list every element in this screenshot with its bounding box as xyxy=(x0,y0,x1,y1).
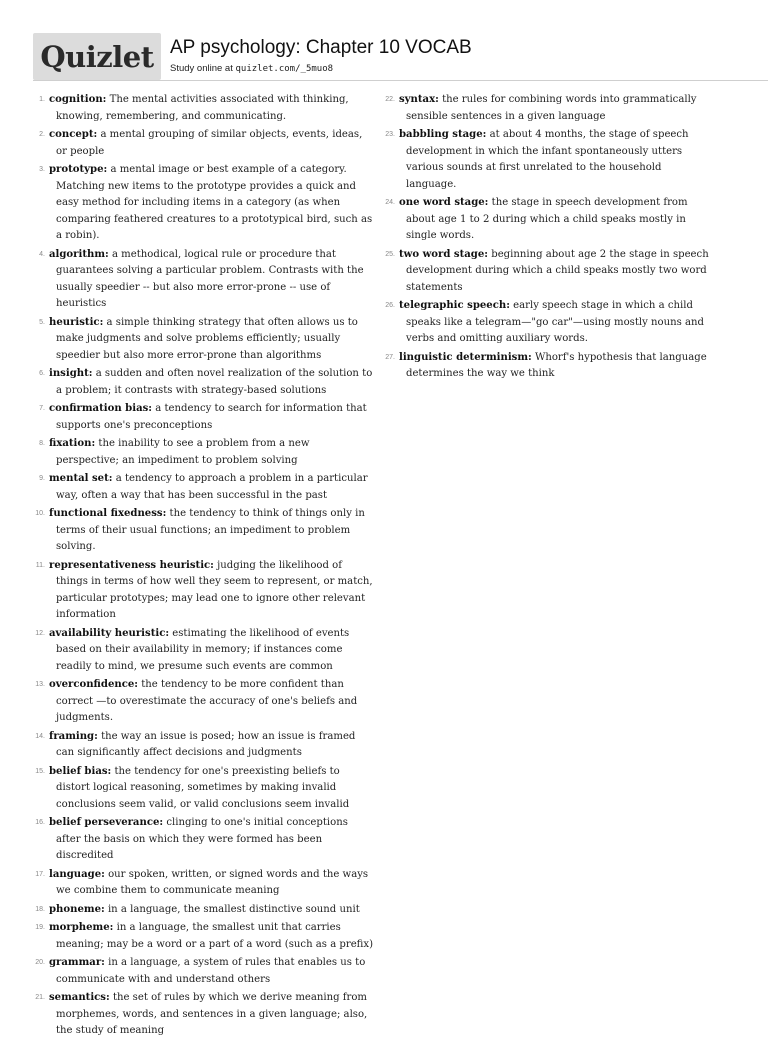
term-definition: at about 4 months, the stage of speech development in which the infant spontaneously utters various sounds at first unrelated to the household language. xyxy=(406,129,689,190)
term-definition: Whorf's hypothesis that language determines the way we think xyxy=(406,351,707,379)
term-word: heuristic: xyxy=(49,316,104,328)
term-number: 5. xyxy=(39,318,45,326)
term-definition: the set of rules by which we derive meaning from morphemes, words, and sentences in a given language; also, the study of meaning xyxy=(56,992,368,1036)
term-body xyxy=(49,401,375,434)
term-word: grammar: xyxy=(49,957,105,968)
term-word: semantics: xyxy=(49,992,110,1003)
term-word: morpheme: xyxy=(49,922,114,933)
term-body xyxy=(49,506,375,556)
term-definition: a mental grouping of similar objects, events, ideas, or people xyxy=(56,129,363,157)
term-number: 19. xyxy=(35,924,45,931)
term-body xyxy=(49,990,375,1040)
term-number: 26. xyxy=(385,302,395,309)
term-definition: The mental activities associated with thinking, knowing, remembering, and communicating. xyxy=(56,94,349,122)
term-number: 6. xyxy=(39,370,45,377)
term-body xyxy=(49,955,375,988)
term-body xyxy=(49,162,375,245)
vocab-term-item xyxy=(380,298,715,348)
left-column xyxy=(30,92,375,1042)
term-number: 16. xyxy=(35,819,45,826)
term-definition: a tendency to approach a problem in a particular way, often a way that has been successful in the past xyxy=(56,473,368,501)
vocab-term-item xyxy=(380,247,715,297)
term-number: 3. xyxy=(39,166,45,173)
term-number: 25. xyxy=(385,250,395,258)
term-definition: a simple thinking strategy that often allows us to make judgments and solve problems efficiently; usually speedier but also more error-prone than algorithms xyxy=(56,316,358,361)
term-number: 24. xyxy=(385,199,395,206)
term-definition: a methodical, logical rule or procedure that guarantees solving a particular problem. Contrasts with the usually speedier -- but also more error-prone -- use of heuristics xyxy=(56,248,364,309)
term-word: language: xyxy=(49,868,105,880)
vocab-term-item xyxy=(30,315,375,365)
term-definition: our spoken, written, or signed words and the ways we combine them to communicate meaning xyxy=(56,868,369,896)
vocab-term-item xyxy=(30,626,375,676)
term-word: belief bias: xyxy=(49,765,112,777)
term-word: prototype: xyxy=(49,164,108,175)
term-body xyxy=(49,366,375,399)
term-word: two word stage: xyxy=(399,248,489,260)
term-body xyxy=(49,92,375,125)
term-definition: the way an issue is posed; how an issue is framed can significantly affect decisions and judgments xyxy=(56,730,356,758)
term-body xyxy=(49,247,375,313)
term-number: 17. xyxy=(35,870,45,878)
term-number: 20. xyxy=(35,959,45,966)
vocab-term-item xyxy=(30,247,375,313)
term-body xyxy=(49,677,375,727)
term-word: phoneme: xyxy=(49,903,105,915)
term-word: babbling stage: xyxy=(399,129,487,140)
vocab-term-item xyxy=(30,401,375,434)
term-number: 21. xyxy=(35,994,45,1001)
term-number: 8. xyxy=(39,440,45,447)
vocab-term-item xyxy=(30,558,375,624)
term-body xyxy=(49,626,375,676)
term-definition: the inability to see a problem from a new perspective; an impediment to problem solving xyxy=(56,438,310,466)
term-definition: a sudden and often novel realization of the solution to a problem; it contrasts with strategy-based solutions xyxy=(56,368,373,396)
term-definition: in a language, the smallest distinctive sound unit xyxy=(107,903,360,915)
vocab-term-item xyxy=(30,162,375,245)
term-word: telegraphic speech: xyxy=(399,300,510,311)
term-number: 23. xyxy=(385,131,395,138)
vocab-term-item xyxy=(30,92,375,125)
study-online-line xyxy=(170,63,333,74)
term-body xyxy=(399,92,715,125)
vocab-term-item xyxy=(30,677,375,727)
term-definition: the tendency to be more confident than correct —to overestimate the accuracy of one's beliefs and judgments. xyxy=(56,679,358,723)
vocab-term-item xyxy=(380,350,715,383)
term-word: cognition: xyxy=(49,94,107,105)
term-word: one word stage: xyxy=(399,197,489,208)
term-body xyxy=(49,902,375,919)
vocab-term-item xyxy=(380,127,715,193)
term-body xyxy=(49,764,375,814)
vocab-term-item xyxy=(30,815,375,865)
term-definition: a mental image or best example of a category. Matching new items to the prototype provides a quick and easy method for including items in a category (as when comparing feathered creatures to a prototypical bird, such as a robin). xyxy=(56,164,373,241)
term-number: 12. xyxy=(35,629,45,637)
term-definition: the tendency for one's preexisting beliefs to distort logical reasoning, sometimes by making invalid conclusions seem valid, or valid conclusions seem invalid xyxy=(56,765,350,810)
vocab-term-item xyxy=(30,471,375,504)
term-body xyxy=(49,920,375,953)
term-word: linguistic determinism: xyxy=(399,351,532,363)
term-body xyxy=(399,298,715,348)
term-number: 22. xyxy=(385,96,395,103)
term-word: availability heuristic: xyxy=(49,627,170,639)
study-online-prefix: Study online at xyxy=(170,63,233,74)
vocab-term-item xyxy=(30,127,375,160)
term-word: framing: xyxy=(49,730,98,742)
vocab-term-item xyxy=(30,764,375,814)
vocab-term-item xyxy=(30,867,375,900)
term-word: overconfidence: xyxy=(49,679,139,690)
term-definition: a tendency to search for information that supports one's preconceptions xyxy=(56,403,367,431)
vocab-term-item xyxy=(30,436,375,469)
term-body xyxy=(399,350,715,383)
term-word: syntax: xyxy=(399,94,439,105)
term-word: representativeness heuristic: xyxy=(49,559,214,571)
term-word: confirmation bias: xyxy=(49,403,153,414)
right-column xyxy=(380,92,715,385)
term-definition: the stage in speech development from about age 1 to 2 during which a child speaks mostly in single words. xyxy=(406,197,688,241)
quizlet-logo: Quizlet xyxy=(33,33,161,80)
term-number: 11. xyxy=(35,561,45,569)
term-definition: in a language, the smallest unit that carries meaning; may be a word or a part of a word (such as a prefix) xyxy=(56,922,374,950)
term-number: 18. xyxy=(35,905,45,913)
term-number: 1. xyxy=(39,96,45,103)
term-definition: the tendency to think of things only in terms of their usual functions; an impediment to problem solving. xyxy=(56,508,365,552)
vocab-term-item xyxy=(30,366,375,399)
term-word: algorithm: xyxy=(49,248,109,260)
term-number: 4. xyxy=(39,250,45,258)
vocab-term-item xyxy=(30,920,375,953)
term-number: 15. xyxy=(35,767,45,775)
term-word: concept: xyxy=(49,129,98,140)
term-body xyxy=(49,558,375,624)
term-number: 10. xyxy=(35,510,45,517)
term-body xyxy=(49,815,375,865)
term-number: 13. xyxy=(35,681,45,688)
term-body xyxy=(49,315,375,365)
vocab-term-item xyxy=(30,955,375,988)
vocab-term-item xyxy=(30,506,375,556)
term-definition: judging the likelihood of things in terms of how well they seem to represent, or match, particular prototypes; may lead one to ignore other relevant information xyxy=(56,559,373,620)
term-body xyxy=(49,436,375,469)
term-number: 14. xyxy=(35,732,45,740)
vocab-term-item xyxy=(380,92,715,125)
term-body xyxy=(399,247,715,297)
header-divider xyxy=(33,80,768,81)
term-body xyxy=(49,867,375,900)
term-body xyxy=(49,471,375,504)
term-body xyxy=(399,127,715,193)
term-definition: beginning about age 2 the stage in speech development during which a child speaks mostly two word statements xyxy=(406,248,709,293)
term-number: 2. xyxy=(39,131,45,138)
term-number: 27. xyxy=(385,353,395,361)
term-definition: clinging to one's initial conceptions after the basis on which they were formed has been discredited xyxy=(56,817,348,861)
term-number: 9. xyxy=(39,475,45,482)
vocab-term-item xyxy=(30,729,375,762)
term-body xyxy=(399,195,715,245)
document-header xyxy=(33,33,768,81)
vocab-term-item xyxy=(30,902,375,919)
vocab-term-item xyxy=(380,195,715,245)
term-word: belief perseverance: xyxy=(49,817,164,828)
term-word: functional fixedness: xyxy=(49,508,167,519)
term-body xyxy=(49,127,375,160)
term-definition: early speech stage in which a child speaks like a telegram—"go car"—using mostly nouns and verbs and omitting auxiliary words. xyxy=(406,300,704,344)
term-definition: the rules for combining words into grammatically sensible sentences in a given language xyxy=(406,94,697,122)
term-definition: in a language, a system of rules that enables us to communicate with and understand others xyxy=(56,957,366,985)
term-word: fixation: xyxy=(49,438,96,449)
study-online-link[interactable]: quizlet.com/_5muo8 xyxy=(235,64,334,74)
term-number: 7. xyxy=(39,405,45,412)
term-definition: estimating the likelihood of events based on their availability in memory; if instances come readily to mind, we presume such events are common xyxy=(56,627,350,672)
vocab-term-item xyxy=(30,990,375,1040)
term-word: insight: xyxy=(49,368,93,379)
term-body xyxy=(49,729,375,762)
term-word: mental set: xyxy=(49,473,113,484)
page-title: AP psychology: Chapter 10 VOCAB xyxy=(170,37,472,58)
